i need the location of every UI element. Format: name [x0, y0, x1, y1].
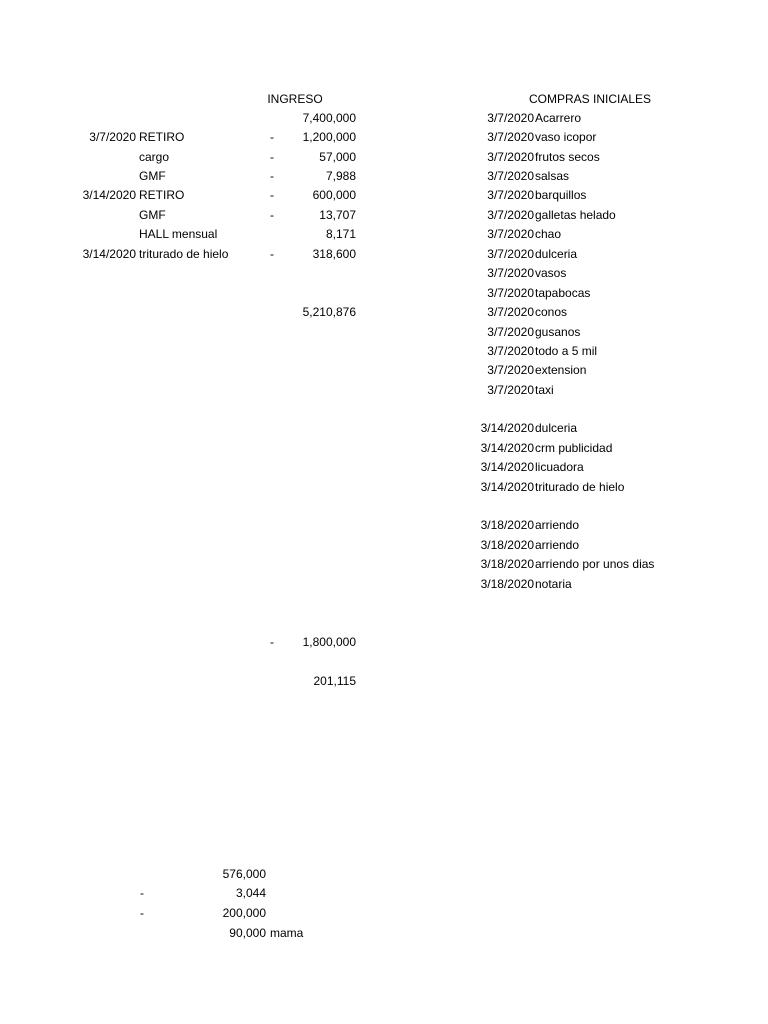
ledger-sign: - — [270, 169, 274, 183]
bottom-amount: 3,044 — [235, 886, 266, 900]
purchase-date: 3/14/2020 — [480, 480, 534, 494]
purchase-date: 3/7/2020 — [487, 150, 534, 164]
ledger-sign: - — [270, 247, 274, 261]
compras-header: COMPRAS INICIALES — [528, 92, 652, 106]
ledger-date: 3/14/2020 — [82, 247, 136, 261]
ledger-label: GMF — [139, 169, 166, 183]
purchase-item: arriendo — [535, 518, 580, 532]
purchase-date: 3/7/2020 — [487, 286, 534, 300]
purchase-item: extension — [535, 363, 587, 377]
purchase-date: 3/7/2020 — [487, 305, 534, 319]
purchase-item: tapabocas — [535, 286, 591, 300]
purchase-item: barquillos — [535, 188, 587, 202]
purchase-item: chao — [535, 227, 562, 241]
purchase-item: galletas helado — [535, 208, 616, 222]
ingreso-initial: 7,400,000 — [302, 111, 356, 125]
ledger-label: triturado de hielo — [139, 247, 229, 261]
ledger-label: cargo — [139, 150, 170, 164]
purchase-item: crm publicidad — [535, 441, 613, 455]
withdrawal-amount: 1,800,000 — [302, 635, 356, 649]
ledger-sign: - — [270, 150, 274, 164]
purchase-date: 3/18/2020 — [480, 538, 534, 552]
purchase-date: 3/7/2020 — [487, 344, 534, 358]
ingreso-header: INGRESO — [267, 92, 323, 106]
purchase-item: frutos secos — [535, 150, 600, 164]
bottom-note: mama — [270, 926, 304, 940]
ledger-label: RETIRO — [139, 188, 185, 202]
purchase-item: dulceria — [535, 421, 578, 435]
purchase-date: 3/7/2020 — [487, 169, 534, 183]
remaining-amount: 201,115 — [313, 674, 356, 688]
purchase-date: 3/7/2020 — [487, 325, 534, 339]
bottom-sign: - — [140, 906, 144, 920]
purchase-item: conos — [535, 305, 568, 319]
ledger-label: GMF — [139, 208, 166, 222]
purchase-item: gusanos — [535, 325, 581, 339]
bottom-amount: 200,000 — [222, 906, 266, 920]
ledger-sign: - — [270, 208, 274, 222]
purchase-date: 3/18/2020 — [480, 518, 534, 532]
purchase-date: 3/7/2020 — [487, 266, 534, 280]
purchase-item: todo a 5 mil — [535, 344, 598, 358]
withdrawal-sign: - — [270, 635, 274, 649]
ledger-amount: 600,000 — [312, 188, 356, 202]
purchase-date: 3/7/2020 — [487, 383, 534, 397]
purchase-item: vaso icopor — [535, 130, 597, 144]
ledger-sign: - — [270, 130, 274, 144]
purchase-item: licuadora — [535, 460, 584, 474]
ledger-amount: 7,988 — [325, 169, 356, 183]
ledger-label: HALL mensual — [139, 227, 218, 241]
purchase-date: 3/7/2020 — [487, 111, 534, 125]
bottom-amount: 90,000 — [229, 926, 266, 940]
bottom-amount: 576,000 — [222, 867, 266, 881]
ledger-date: 3/7/2020 — [89, 130, 136, 144]
purchase-item: salsas — [535, 169, 570, 183]
purchase-item: arriendo por unos dias — [535, 557, 655, 571]
purchase-date: 3/18/2020 — [480, 557, 534, 571]
purchase-item: vasos — [535, 266, 567, 280]
purchase-date: 3/7/2020 — [487, 208, 534, 222]
ledger-amount: 8,171 — [325, 227, 356, 241]
purchase-item: Acarrero — [535, 111, 582, 125]
purchase-item: notaria — [535, 577, 572, 591]
purchase-item: arriendo — [535, 538, 580, 552]
purchase-item: triturado de hielo — [535, 480, 625, 494]
purchase-date: 3/7/2020 — [487, 188, 534, 202]
ledger-amount: 318,600 — [312, 247, 356, 261]
ledger-date: 3/14/2020 — [82, 188, 136, 202]
purchase-item: dulceria — [535, 247, 578, 261]
purchase-date: 3/18/2020 — [480, 577, 534, 591]
purchase-item: taxi — [535, 383, 554, 397]
purchase-date: 3/7/2020 — [487, 247, 534, 261]
purchase-date: 3/7/2020 — [487, 363, 534, 377]
purchase-date: 3/14/2020 — [480, 460, 534, 474]
ledger-sign: - — [270, 188, 274, 202]
purchase-date: 3/7/2020 — [487, 130, 534, 144]
purchase-date: 3/14/2020 — [480, 421, 534, 435]
ledger-amount: 57,000 — [319, 150, 356, 164]
ledger-amount: 13,707 — [319, 208, 356, 222]
ingreso-subtotal: 5,210,876 — [302, 305, 356, 319]
bottom-sign: - — [140, 886, 144, 900]
purchase-date: 3/14/2020 — [480, 441, 534, 455]
ledger-amount: 1,200,000 — [302, 130, 356, 144]
ledger-label: RETIRO — [139, 130, 185, 144]
purchase-date: 3/7/2020 — [487, 227, 534, 241]
